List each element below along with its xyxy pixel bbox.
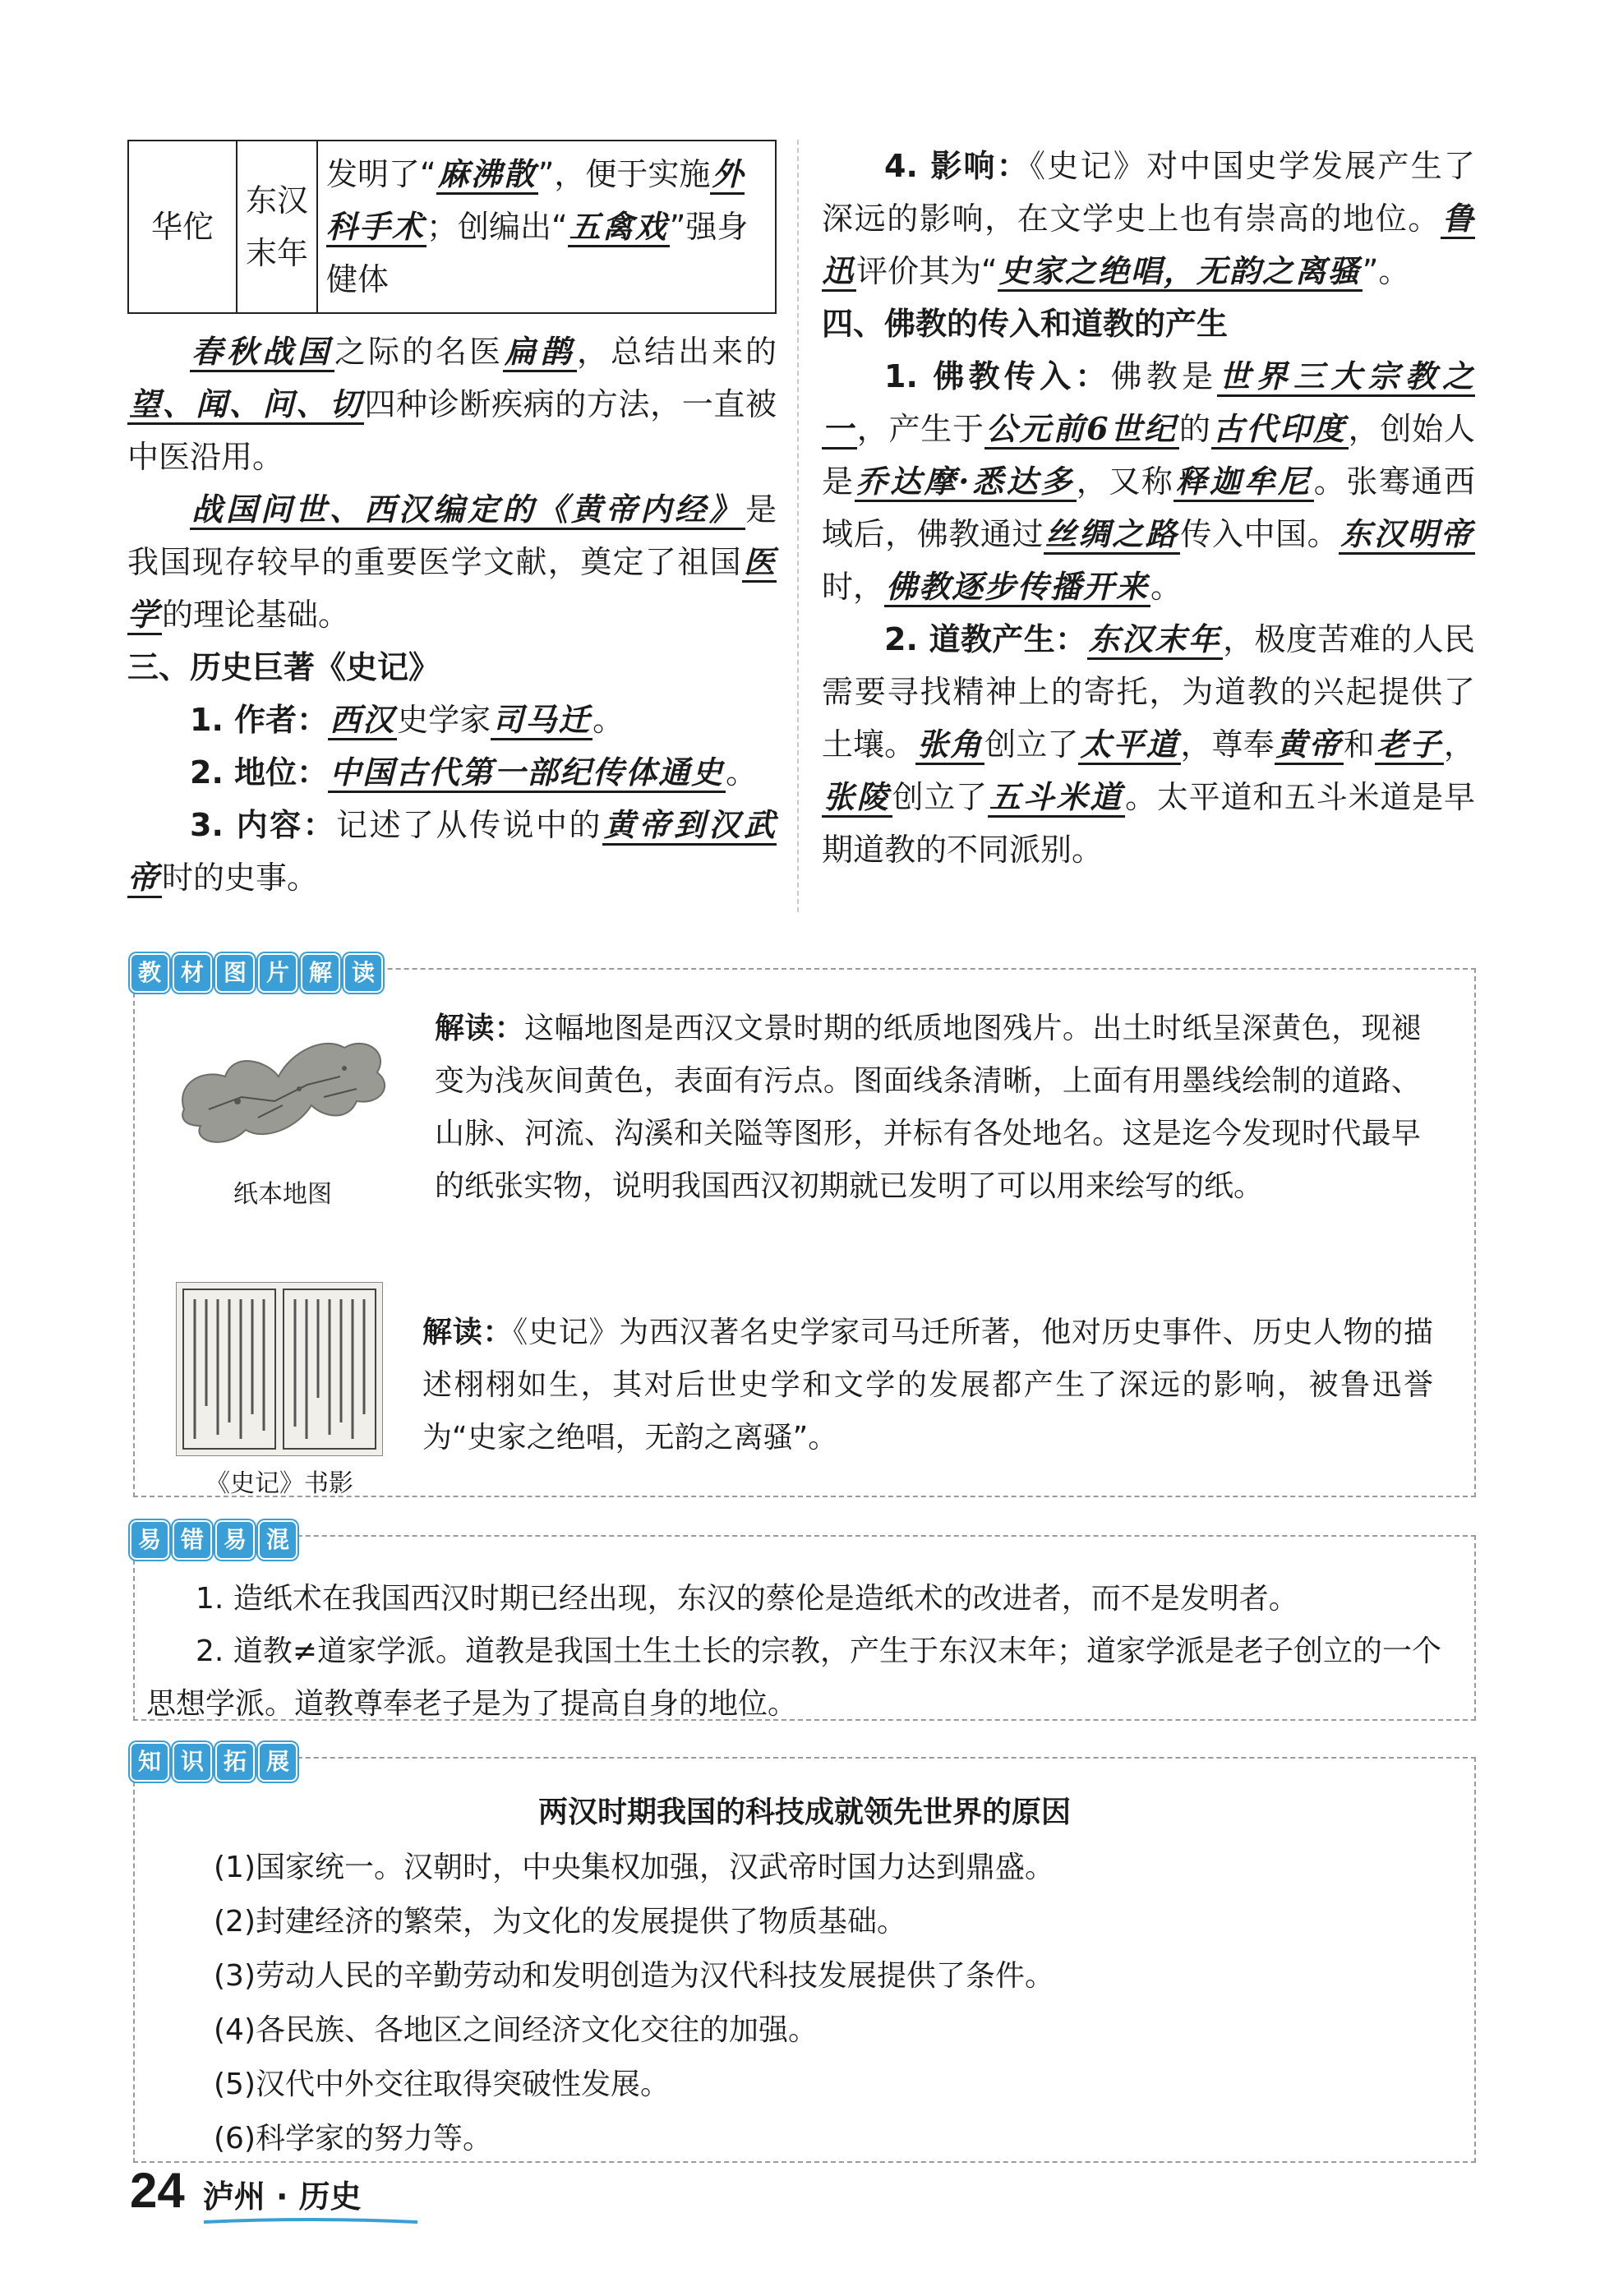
- person-name: 华佗: [128, 141, 237, 313]
- knowledge-extension-tag: 知 识 拓 展: [130, 1742, 297, 1782]
- page-number: 24: [130, 2163, 185, 2218]
- list-item: (5)汉代中外交往取得突破性发展。: [214, 2068, 670, 2101]
- list-item: (1)国家统一。汉朝时，中央集权加强，汉武帝时国力达到鼎盛。: [214, 1851, 1054, 1884]
- textbook-image-reading-tag: 教 材 图 片 解 读: [130, 953, 383, 993]
- content-line: 3. 内容：记述了从传说中的黄帝到汉武帝时的史事。: [127, 799, 777, 904]
- status-line: 2. 地位：中国古代第一部纪传体通史。: [127, 746, 777, 799]
- series-title: 泸州 · 历史: [202, 2178, 362, 2215]
- author-line: 1. 作者：西汉史学家司马迁。: [127, 694, 777, 746]
- mistake-item: 2. 道教≠道家学派。道教是我国土生土长的宗教，产生于东汉末年；道家学派是老子创立的一个思想学派。道教尊奉老子是为了提高自身的地位。: [146, 1634, 1441, 1721]
- list-item: (2)封建经济的繁荣，为文化的发展提供了物质基础。: [214, 1905, 906, 1939]
- section-heading-4: 四、佛教的传入和道教的产生: [822, 306, 1229, 342]
- left-column: [127, 140, 777, 904]
- textbook-image-reading-box: [133, 959, 1476, 1498]
- table-row: [128, 141, 776, 313]
- shiji-book-caption: 《史记》书影: [205, 1469, 353, 1498]
- shiji-book-figure: [173, 1282, 386, 1501]
- common-mistakes-tag: 易 错 易 混: [130, 1520, 297, 1560]
- mistake-item: 1. 造纸术在我国西汉时期已经出现，东汉的蔡伦是造纸术的改进者，而不是发明者。: [196, 1582, 1298, 1616]
- paper-map-caption: 纸本地图: [233, 1180, 332, 1209]
- swoosh-decoration: [204, 2217, 417, 2225]
- list-item: (4)各民族、各地区之间经济文化交往的加强。: [214, 2013, 818, 2047]
- person-achievement: 发明了“麻沸散”，便于实施外科手术；创编出“五禽戏”强身健体: [317, 141, 776, 313]
- paper-map-figure: [159, 1019, 406, 1211]
- page-footer: [130, 2163, 362, 2218]
- knowledge-extension-box: [133, 1748, 1476, 2163]
- shiji-book-image: [176, 1282, 383, 1456]
- paper-map-reading: 解读：这幅地图是西汉文景时期的纸质地图残片。出土时纸呈深黄色，现褪变为浅灰间黄色，表面有污点。图面线条清晰，上面有用墨线绘制的道路、山脉、河流、沟溪和关隘等图形，并标有各处地名。这是迄今发现时代最早的纸张实物，说明我国西汉初期就已发明了可以用来绘写的纸。: [435, 1012, 1421, 1203]
- list-item: (6)科学家的努力等。: [214, 2122, 492, 2155]
- column-divider: [797, 140, 799, 912]
- person-table: [127, 140, 777, 314]
- buddhism-paragraph: 1. 佛教传入：佛教是世界三大宗教之一，产生于公元前6世纪的古代印度，创始人是乔达摩·悉达多，又称释迦牟尼。张骞通西域后，佛教通过丝绸之路传入中国。东汉明帝时，佛教逐步传播开来。: [822, 350, 1475, 613]
- mistake-list: [146, 1573, 1463, 1731]
- person-era: 东汉末年: [237, 141, 317, 313]
- influence-paragraph: 4. 影响：《史记》对中国史学发展产生了深远的影响，在文学史上也有崇高的地位。鲁迅评价其为“史家之绝唱，无韵之离骚”。: [822, 140, 1475, 297]
- list-item: (3)劳动人民的辛勤劳动和发明创造为汉代科技发展提供了条件。: [214, 1959, 1054, 1993]
- taoism-paragraph: 2. 道教产生：东汉末年，极度苦难的人民需要寻找精神上的寄托，为道教的兴起提供了土壤。张角创立了太平道，尊奉黄帝和老子，张陵创立了五斗米道。太平道和五斗米道是早期道教的不同派别。: [822, 620, 1475, 868]
- right-column: [822, 140, 1475, 876]
- extension-title: 两汉时期我国的科技成就领先世界的原因: [537, 1796, 1071, 1829]
- bianque-paragraph: 春秋战国之际的名医扁鹊，总结出来的望、闻、问、切四种诊断疾病的方法，一直被中医沿用。: [127, 333, 777, 475]
- shiji-reading: 解读：《史记》为西汉著名史学家司马迁所著，他对历史事件、历史人物的描述栩栩如生，其对后世史学和文学的发展都产生了深远的影响，被鲁迅誉为“史家之绝唱，无韵之离骚”。: [422, 1316, 1433, 1455]
- extension-list: [214, 1841, 1054, 2166]
- common-mistakes-box: [133, 1526, 1476, 1721]
- section-heading-3: 三、历史巨著《史记》: [127, 649, 440, 685]
- paper-map-image: [168, 1019, 398, 1167]
- neijing-paragraph: 战国问世、西汉编定的《黄帝内经》是我国现存较早的重要医学文献，奠定了祖国医学的理论基础。: [127, 483, 777, 641]
